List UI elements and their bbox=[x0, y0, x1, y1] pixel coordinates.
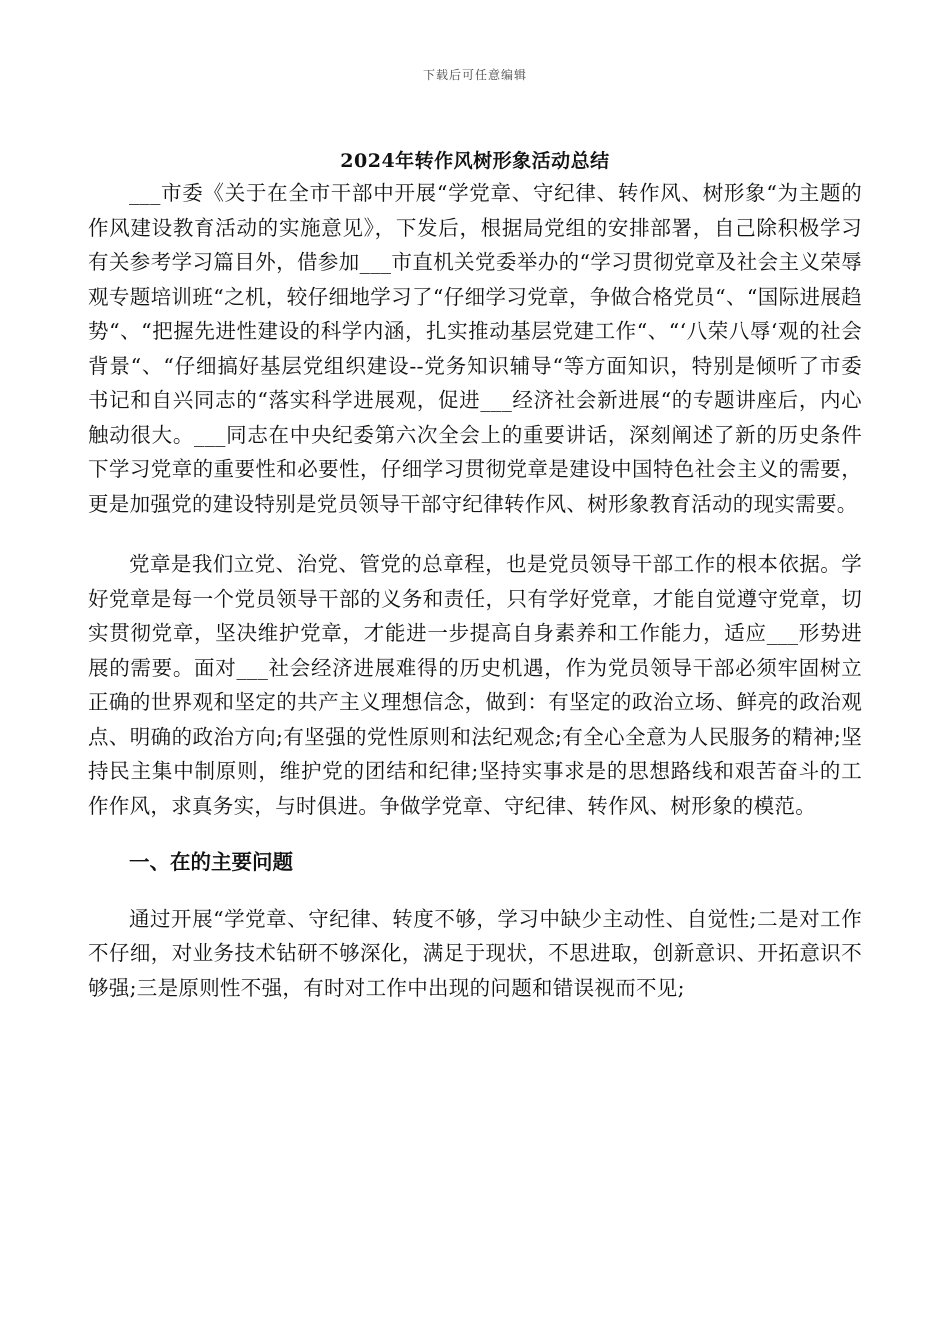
section-heading: 一、在的主要问题 bbox=[129, 850, 293, 874]
document-body bbox=[88, 176, 862, 1005]
page-header-note: 下载后可任意编辑 bbox=[422, 68, 527, 82]
body-paragraph-1: ___市委《关于在全市干部中开展“学党章、守纪律、转作风、树形象“为主题的作风建设教育活动的实施意见》，下发后，根据局党组的安排部署，自己除积极学习有关参考学习篇目外，借参加___市直机关党委举办的“学习贯彻党章及社会主义荣辱观专题培训班“之机，较仔细地学习了“仔细学习党章，争做合格党员“、“国际进展趋势“、“把握先进性建设的科学内涵，扎实推动基层党建工作“、“‘八荣八辱‘观的社会背景“、“仔细搞好基层党组织建设--党务知识辅导“等方面知识，特别是倾听了市委书记和自兴同志的“落实科学进展观，促进___经济社会新进展“的专题讲座后，内心触动很大。___同志在中央纪委第六次全会上的重要讲话，深刻阐述了新的历史条件下学习党章的重要性和必要性，仔细学习贯彻党章是建设中国特色社会主义的需要，更是加强党的建设特别是党员领导干部守纪律转作风、树形象教育活动的现实需要。 bbox=[88, 181, 862, 516]
section-paragraph: 通过开展“学党章、守纪律、转度不够，学习中缺少主动性、自觉性;二是对工作不仔细，对业务技术钻研不够深化，满足于现状，不思进取，创新意识、开拓意识不够强;三是原则性不强，有时对工作中出现的问题和错误视而不见; bbox=[88, 906, 862, 1000]
body-paragraph-2: 党章是我们立党、治党、管党的总章程，也是党员领导干部工作的根本依据。学好党章是每一个党员领导干部的义务和责任，只有学好党章，才能自觉遵守党章，切实贯彻党章，坚决维护党章，才能进一步提高自身素养和工作能力，适应___形势进展的需要。面对___社会经济进展难得的历史机遇，作为党员领导干部必须牢固树立正确的世界观和坚定的共产主义理想信念，做到：有坚定的政治立场、鲜亮的政治观点、明确的政治方向;有坚强的党性原则和法纪观念;有全心全意为人民服务的精神;坚持民主集中制原则，维护党的团结和纪律;坚持实事求是的思想路线和艰苦奋斗的工作作风，求真务实，与时俱进。争做学党章、守纪律、转作风、树形象的模范。 bbox=[88, 552, 862, 818]
document-title: 2024年转作风树形象活动总结 bbox=[340, 150, 610, 172]
